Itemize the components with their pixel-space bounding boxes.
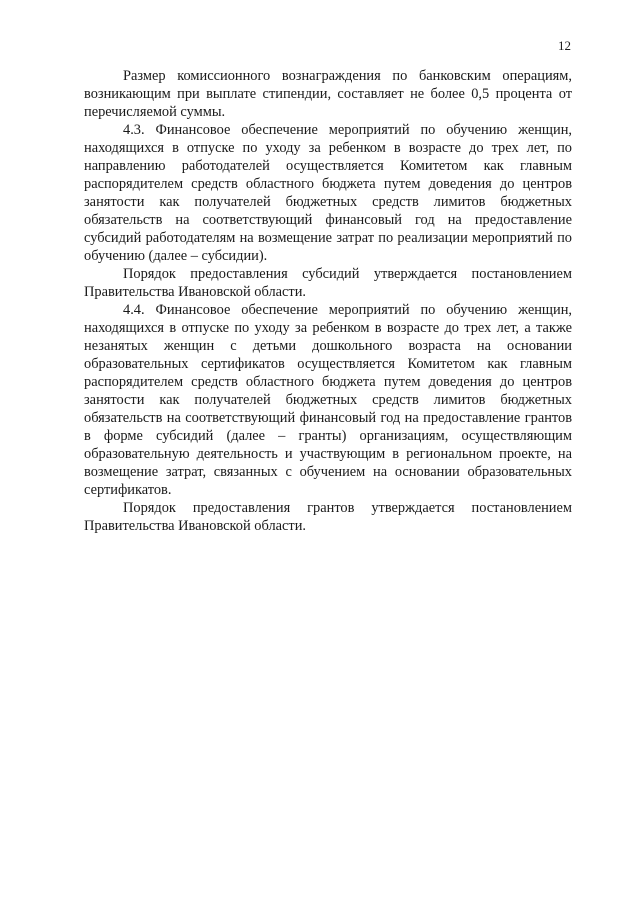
paragraph-section-4-4: 4.4. Финансовое обеспечение мероприятий по обучению женщин, находящихся в отпуске по уходу за ребенком в возрасте до трех лет, а также незанятых женщин с детьми дошкольного возраста на основании образовательных сертификатов осуществляется Комитетом как главным распорядителем средств областного бюджета путем доведения до центров занятости как получателей бюджетных средств лимитов бюджетных обязательств на соответствующий финансовый год на предоставление грантов в форме субсидий (далее – гранты) организациям, осуществляющим образовательную деятельность и участвующим в региональном проекте, на возмещение затрат, связанных с обучением на основании образовательных сертификатов. xyxy=(84,302,572,498)
page-number: 12 xyxy=(558,38,571,53)
paragraph-section-4-3: 4.3. Финансовое обеспечение мероприятий по обучению женщин, находящихся в отпуске по уходу за ребенком в возрасте до трех лет, по направлению работодателей осуществляется Комитетом как главным распорядителем средств областного бюджета путем доведения до центров занятости как получателей бюджетных средств лимитов бюджетных обязательств на соответствующий финансовый год на предоставление субсидий работодателям на возмещение затрат по реализации мероприятий по обучению (далее – субсидии). xyxy=(84,122,572,264)
paragraph-grant-procedure: Порядок предоставления грантов утверждается постановлением Правительства Ивановской области. xyxy=(84,500,572,534)
paragraph-commission-fee: Размер комиссионного вознаграждения по банковским операциям, возникающим при выплате стипендии, составляет не более 0,5 процента от перечисляемой суммы. xyxy=(84,68,572,120)
paragraph-subsidy-procedure: Порядок предоставления субсидий утверждается постановлением Правительства Ивановской области. xyxy=(84,266,572,300)
document-body xyxy=(84,67,572,535)
